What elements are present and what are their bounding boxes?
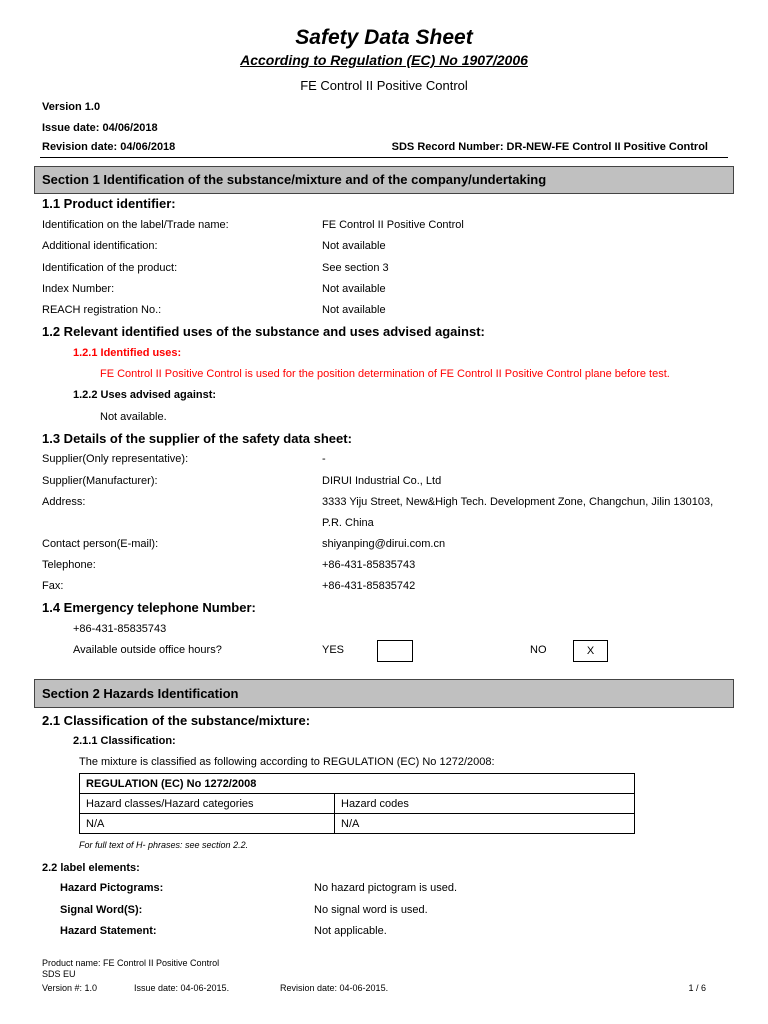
identified-uses-text: FE Control II Positive Control is used for the position determination of FE Control II Positive Control plane before test. — [100, 368, 670, 380]
table-row — [80, 794, 635, 814]
h-phrases-note: For full text of H- phrases: see section 2.2. — [79, 840, 249, 850]
s1-4-heading: 1.4 Emergency telephone Number: — [42, 600, 256, 615]
contact-email[interactable]: shiyanping@dirui.com.cn — [322, 538, 446, 550]
product-name: FE Control II Positive Control — [300, 78, 468, 93]
field-label: Address: — [42, 496, 86, 508]
document-subtitle: According to Regulation (EC) No 1907/2006 — [240, 52, 528, 68]
field-value: Not available — [322, 283, 386, 295]
footer-revision-date: Revision date: 04-06-2015. — [280, 983, 389, 993]
field-value: +86-431-85835742 — [322, 580, 416, 592]
field-label: Telephone: — [42, 559, 96, 571]
field-label: REACH registration No.: — [42, 304, 162, 316]
classification-intro: The mixture is classified as following according to REGULATION (EC) No 1272/2008: — [79, 756, 495, 768]
column-header: Hazard codes — [335, 794, 635, 814]
field-label: Index Number: — [42, 283, 115, 295]
issue-date: Issue date: 04/06/2018 — [42, 122, 158, 134]
field-label: Supplier(Manufacturer): — [42, 475, 158, 487]
field-value: 3333 Yiju Street, New&High Tech. Development Zone, Changchun, Jilin 130103, — [322, 496, 714, 508]
field-label: Additional identification: — [42, 240, 158, 252]
column-header: Hazard classes/Hazard categories — [80, 794, 335, 814]
uses-advised-heading: 1.2.2 Uses advised against: — [73, 389, 217, 401]
section2-title: Section 2 Hazards Identification — [34, 679, 734, 708]
s1-2-heading: 1.2 Relevant identified uses of the substance and uses advised against: — [42, 324, 485, 339]
label-element-value: Not applicable. — [314, 925, 387, 937]
uses-advised-text: Not available. — [100, 411, 167, 423]
table-cell: N/A — [335, 814, 635, 834]
regulation-table — [79, 773, 635, 834]
table-row — [80, 774, 635, 794]
label-element-label: Signal Word(S): — [60, 904, 143, 916]
s2-1-heading: 2.1 Classification of the substance/mixture: — [42, 713, 311, 728]
version: Version 1.0 — [42, 101, 101, 113]
document-title: Safety Data Sheet — [295, 26, 473, 49]
header-divider — [40, 157, 728, 158]
footer-product-name: Product name: FE Control II Positive Control — [42, 958, 220, 968]
page-number: 1 / 6 — [688, 983, 706, 993]
label-element-value: No signal word is used. — [314, 904, 428, 916]
identified-uses-heading: 1.2.1 Identified uses: — [73, 347, 182, 359]
s2-2-heading: 2.2 label elements: — [42, 862, 140, 874]
yes-checkbox[interactable] — [377, 640, 413, 662]
field-label: Supplier(Only representative): — [42, 453, 189, 465]
revision-date: Revision date: 04/06/2018 — [42, 141, 176, 153]
emergency-phone: +86-431-85835743 — [73, 623, 167, 635]
field-value: - — [322, 453, 326, 465]
footer-issue-date: Issue date: 04-06-2015. — [134, 983, 230, 993]
table-cell: N/A — [80, 814, 335, 834]
classification-heading: 2.1.1 Classification: — [73, 735, 176, 747]
footer-sds: SDS EU — [42, 969, 76, 979]
footer-version: Version #: 1.0 — [42, 983, 98, 993]
label-element-label: Hazard Pictograms: — [60, 882, 164, 894]
label-element-label: Hazard Statement: — [60, 925, 157, 937]
field-label: Contact person(E-mail): — [42, 538, 159, 550]
s1-3-heading: 1.3 Details of the supplier of the safety data sheet: — [42, 431, 352, 446]
field-value: See section 3 — [322, 262, 389, 274]
field-value: Not available — [322, 304, 386, 316]
field-value: FE Control II Positive Control — [322, 219, 464, 231]
field-value-continued: P.R. China — [322, 517, 374, 529]
field-value: +86-431-85835743 — [322, 559, 416, 571]
field-label: Fax: — [42, 580, 64, 592]
sds-record-number: SDS Record Number: DR-NEW-FE Control II Positive Control — [391, 141, 708, 153]
office-hours-label: Available outside office hours? — [73, 644, 222, 656]
field-label: Identification on the label/Trade name: — [42, 219, 229, 231]
field-value: Not available — [322, 240, 386, 252]
no-checkbox[interactable]: X — [573, 640, 608, 662]
label-element-value: No hazard pictogram is used. — [314, 882, 458, 894]
field-value: DIRUI Industrial Co., Ltd — [322, 475, 442, 487]
table-header: REGULATION (EC) No 1272/2008 — [80, 774, 635, 794]
yes-label: YES — [322, 644, 345, 656]
table-row — [80, 814, 635, 834]
s1-1-heading: 1.1 Product identifier: — [42, 196, 176, 211]
section1-title: Section 1 Identification of the substance/mixture and of the company/undertaking — [34, 166, 734, 194]
no-label: NO — [530, 644, 547, 656]
field-label: Identification of the product: — [42, 262, 178, 274]
